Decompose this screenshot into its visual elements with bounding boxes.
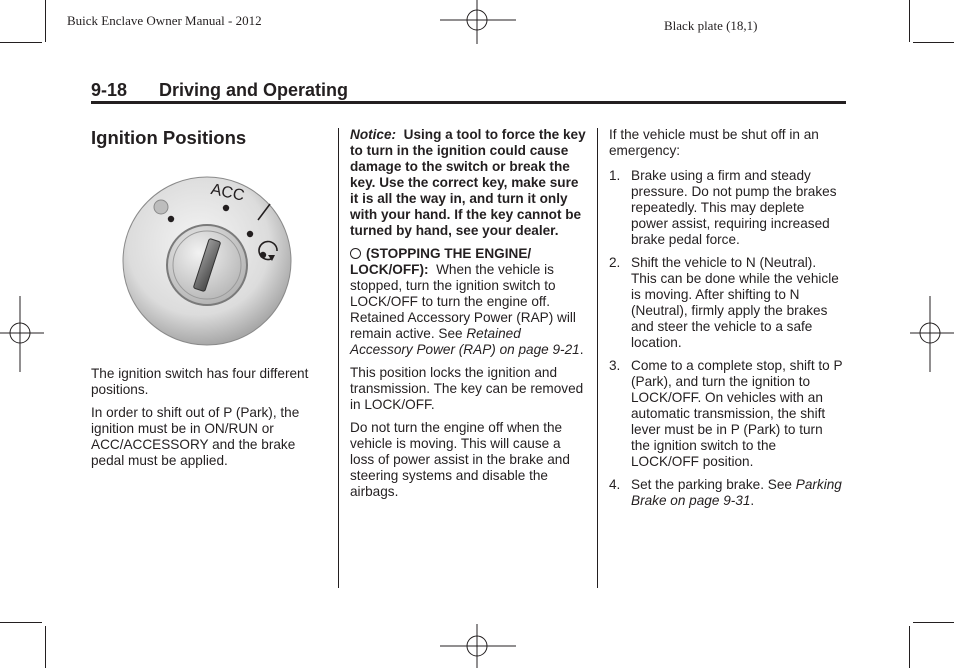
- column-1-text: [91, 366, 329, 476]
- registration-mark-left: [0, 296, 44, 372]
- paragraph: In order to shift out of P (Park), the ignition must be in ON/RUN or ACC/ACCESSORY and the brake pedal must be applied.: [91, 405, 300, 468]
- step-number: 2.: [609, 255, 621, 270]
- crop-mark: [913, 622, 954, 623]
- position-lamp: [154, 200, 168, 214]
- step-text: Brake using a firm and steady pressure. Do not pump the brakes repeatedly. This may deplete power assist, requiring increased brake pedal force.: [631, 168, 837, 247]
- cross-reference-link[interactable]: Parking Brake on page 9-31: [631, 477, 842, 508]
- registration-mark-top: [440, 0, 516, 44]
- step-number: 4.: [609, 477, 621, 492]
- notice-text: Using a tool to force the key to turn in the ignition could cause damage to the switch or break the key. Use the correct key, make sure it is all the way in, and turn it only with your hand. If the key cannot be turned by hand, see your dealer.: [350, 127, 586, 238]
- crop-mark: [913, 42, 954, 43]
- punctuation: .: [750, 493, 755, 508]
- paragraph: The ignition switch has four different positions.: [91, 366, 309, 397]
- column-3: [609, 127, 845, 516]
- crop-mark: [0, 622, 42, 623]
- crop-mark: [45, 626, 46, 668]
- paragraph: If the vehicle must be shut off in an emergency:: [609, 127, 819, 158]
- page-number: 9-18: [91, 80, 128, 100]
- stop-circle-icon: [350, 248, 361, 259]
- list-item: [609, 477, 845, 509]
- position-dot-run: [247, 231, 253, 237]
- crop-mark: [0, 42, 42, 43]
- registration-mark-bottom: [440, 624, 516, 668]
- notice-paragraph: [350, 127, 586, 239]
- ignition-switch-diagram: [121, 173, 293, 349]
- crop-mark: [909, 626, 910, 668]
- step-number: 1.: [609, 168, 621, 183]
- column-divider: [338, 128, 339, 588]
- crop-mark: [909, 0, 910, 42]
- position-dot-lock: [168, 216, 174, 222]
- page-title: Ignition Positions: [91, 127, 247, 148]
- paragraph: Do not turn the engine off when the vehicle is moving. This will cause a loss of power assist in the brake and steering systems and disable the airbags.: [350, 420, 570, 499]
- cross-reference-link[interactable]: Retained Accessory Power (RAP) on page 9-21: [350, 326, 580, 357]
- step-text: Come to a complete stop, shift to P (Park), and turn the ignition to LOCK/OFF. On vehicles with an automatic transmission, the shift lever must be in P (Park) to turn the ignition switch to the LOCK/OFF position.: [631, 358, 843, 469]
- column-2: [350, 127, 586, 507]
- paragraph: This position locks the ignition and transmission. The key can be removed in LOCK/OFF.: [350, 365, 584, 412]
- list-item: [609, 168, 845, 248]
- manual-title: Buick Enclave Owner Manual - 2012: [67, 13, 262, 28]
- plate-label: Black plate (18,1): [664, 18, 758, 33]
- column-divider: [597, 128, 598, 588]
- section-header: [91, 80, 348, 101]
- stop-text: When the vehicle is stopped, turn the ignition switch to LOCK/OFF to turn the engine off. Retained Accessory Power (RAP) will remain active. See: [350, 262, 576, 341]
- header-rule: [91, 101, 846, 104]
- stop-heading: (STOPPING THE ENGINE/ LOCK/OFF):: [350, 246, 532, 277]
- punctuation: .: [579, 342, 584, 357]
- crop-mark: [45, 0, 46, 42]
- step-text: Set the parking brake. See: [631, 477, 796, 492]
- acc-label: ACC: [209, 181, 246, 205]
- list-item: [609, 358, 845, 470]
- step-number: 3.: [609, 358, 621, 373]
- section-title: Driving and Operating: [159, 80, 349, 100]
- stop-paragraph: [350, 246, 586, 358]
- notice-label: Notice:: [350, 127, 397, 142]
- column-1: [91, 127, 329, 149]
- list-item: [609, 255, 845, 351]
- registration-mark-right: [910, 296, 954, 372]
- emergency-steps-list: [609, 168, 845, 509]
- step-text: Shift the vehicle to N (Neutral). This can be done while the vehicle is moving. After shifting to N (Neutral), firmly apply the brakes and steer the vehicle to a safe location.: [631, 255, 839, 350]
- position-dot-acc: [223, 205, 229, 211]
